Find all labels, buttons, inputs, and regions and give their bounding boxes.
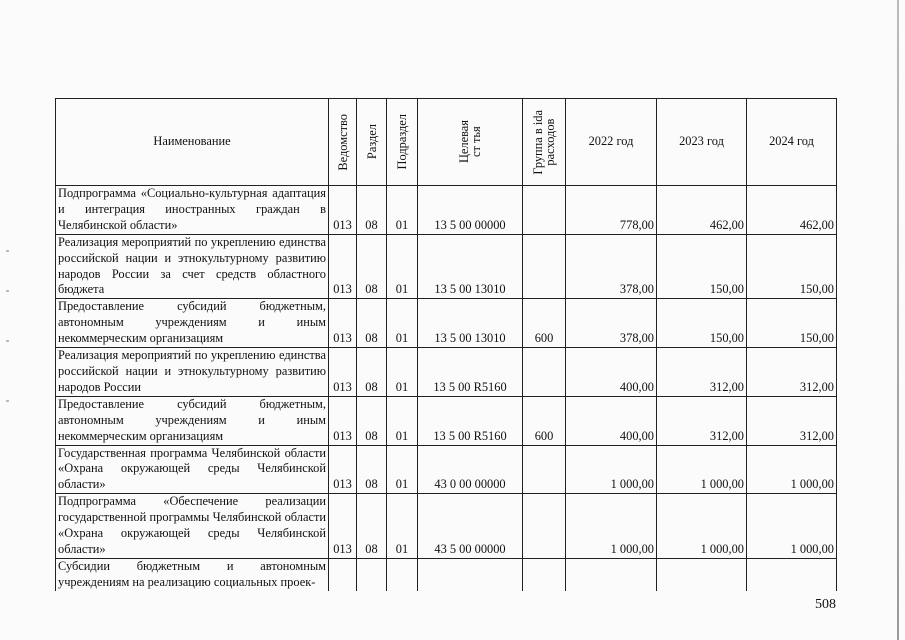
row-razd: 08 xyxy=(357,396,387,445)
row-2022: 1 000,00 xyxy=(566,494,657,559)
row-name: Государственная программа Челябинской области «Охрана окружающей среды Челябинской области» xyxy=(56,445,329,494)
row-cs: 43 0 00 00000 xyxy=(418,445,523,494)
row-2022: 778,00 xyxy=(566,186,657,235)
row-podr: 01 xyxy=(387,494,418,559)
row-cs: 13 5 00 13010 xyxy=(418,234,523,299)
row-2023: 1 000,00 xyxy=(657,445,747,494)
table-row xyxy=(56,186,837,235)
row-vr xyxy=(523,186,566,235)
row-podr: 01 xyxy=(387,299,418,348)
row-2023: 312,00 xyxy=(657,396,747,445)
header-2023: 2023 год xyxy=(657,99,747,186)
table-row xyxy=(56,558,837,590)
row-ved: 013 xyxy=(329,445,357,494)
row-2024: 312,00 xyxy=(747,396,837,445)
row-razd: 08 xyxy=(357,494,387,559)
table-row xyxy=(56,348,837,397)
row-vr: 600 xyxy=(523,396,566,445)
row-name: Субсидии бюджетным и автономным учреждениям на реализацию социальных проек- xyxy=(56,558,329,590)
row-ved: 013 xyxy=(329,186,357,235)
row-name: Подпрограмма «Социально-культурная адаптация и интеграция иностранных граждан в Челябинской области» xyxy=(56,186,329,235)
row-ved: 013 xyxy=(329,234,357,299)
row-2022: 378,00 xyxy=(566,234,657,299)
row-podr: 01 xyxy=(387,186,418,235)
row-podr: 01 xyxy=(387,348,418,397)
row-2022: 378,00 xyxy=(566,299,657,348)
row-cs: 13 5 00 13010 xyxy=(418,299,523,348)
row-vr xyxy=(523,348,566,397)
table-row xyxy=(56,396,837,445)
scan-artifact xyxy=(6,250,12,450)
scan-page-edge xyxy=(897,0,899,640)
row-2023: 312,00 xyxy=(657,348,747,397)
row-name: Подпрограмма «Обеспечение реализации государственной программы Челябинской области «Охрана окружающей среды Челябинской области» xyxy=(56,494,329,559)
row-cs: 13 5 00 R5160 xyxy=(418,348,523,397)
row-2022: 400,00 xyxy=(566,348,657,397)
row-podr xyxy=(387,558,418,590)
row-2024: 150,00 xyxy=(747,234,837,299)
row-2024: 150,00 xyxy=(747,299,837,348)
row-cs: 43 5 00 00000 xyxy=(418,494,523,559)
header-razdel: Раздел xyxy=(357,99,387,186)
table-row xyxy=(56,234,837,299)
row-name: Предоставление субсидий бюджетным, автономным учреждениям и иным некоммерческим организациям xyxy=(56,396,329,445)
row-cs xyxy=(418,558,523,590)
row-ved xyxy=(329,558,357,590)
row-name: Реализация мероприятий по укреплению единства российской нации и этнокультурному развитию народов России xyxy=(56,348,329,397)
row-vr xyxy=(523,234,566,299)
row-2024: 1 000,00 xyxy=(747,445,837,494)
row-2023: 1 000,00 xyxy=(657,494,747,559)
header-celevaya: Целевая ст тья xyxy=(418,99,523,186)
row-cs: 13 5 00 R5160 xyxy=(418,396,523,445)
row-2023 xyxy=(657,558,747,590)
page-number: 508 xyxy=(815,597,836,612)
row-2024: 462,00 xyxy=(747,186,837,235)
row-ved: 013 xyxy=(329,348,357,397)
row-cs: 13 5 00 00000 xyxy=(418,186,523,235)
table-row xyxy=(56,445,837,494)
row-razd: 08 xyxy=(357,234,387,299)
row-2024: 1 000,00 xyxy=(747,494,837,559)
row-2023: 150,00 xyxy=(657,299,747,348)
row-ved: 013 xyxy=(329,396,357,445)
row-vr xyxy=(523,558,566,590)
row-vr xyxy=(523,445,566,494)
row-ved: 013 xyxy=(329,299,357,348)
row-vr: 600 xyxy=(523,299,566,348)
row-name: Предоставление субсидий бюджетным, автономным учреждениям и иным некоммерческим организациям xyxy=(56,299,329,348)
header-vedomstvo: Ведомство xyxy=(329,99,357,186)
header-2022: 2022 год xyxy=(566,99,657,186)
row-2024: 312,00 xyxy=(747,348,837,397)
row-2022 xyxy=(566,558,657,590)
row-razd: 08 xyxy=(357,348,387,397)
row-2022: 400,00 xyxy=(566,396,657,445)
row-podr: 01 xyxy=(387,396,418,445)
header-2024: 2024 год xyxy=(747,99,837,186)
row-2023: 150,00 xyxy=(657,234,747,299)
row-vr xyxy=(523,494,566,559)
row-ved: 013 xyxy=(329,494,357,559)
row-name: Реализация мероприятий по укреплению единства российской нации и этнокультурному развитию народов России за счет средств областного бюджета xyxy=(56,234,329,299)
header-gruppa: Группа в ida расходов xyxy=(523,99,566,186)
row-razd: 08 xyxy=(357,299,387,348)
row-podr: 01 xyxy=(387,234,418,299)
row-2024 xyxy=(747,558,837,590)
row-podr: 01 xyxy=(387,445,418,494)
header-name: Наименование xyxy=(56,99,329,186)
budget-table xyxy=(55,98,837,591)
header-podrazdel: Подраздел xyxy=(387,99,418,186)
table-header-row xyxy=(56,99,837,186)
table-row xyxy=(56,299,837,348)
row-razd: 08 xyxy=(357,186,387,235)
table-row xyxy=(56,494,837,559)
row-razd xyxy=(357,558,387,590)
row-2023: 462,00 xyxy=(657,186,747,235)
row-razd: 08 xyxy=(357,445,387,494)
row-2022: 1 000,00 xyxy=(566,445,657,494)
